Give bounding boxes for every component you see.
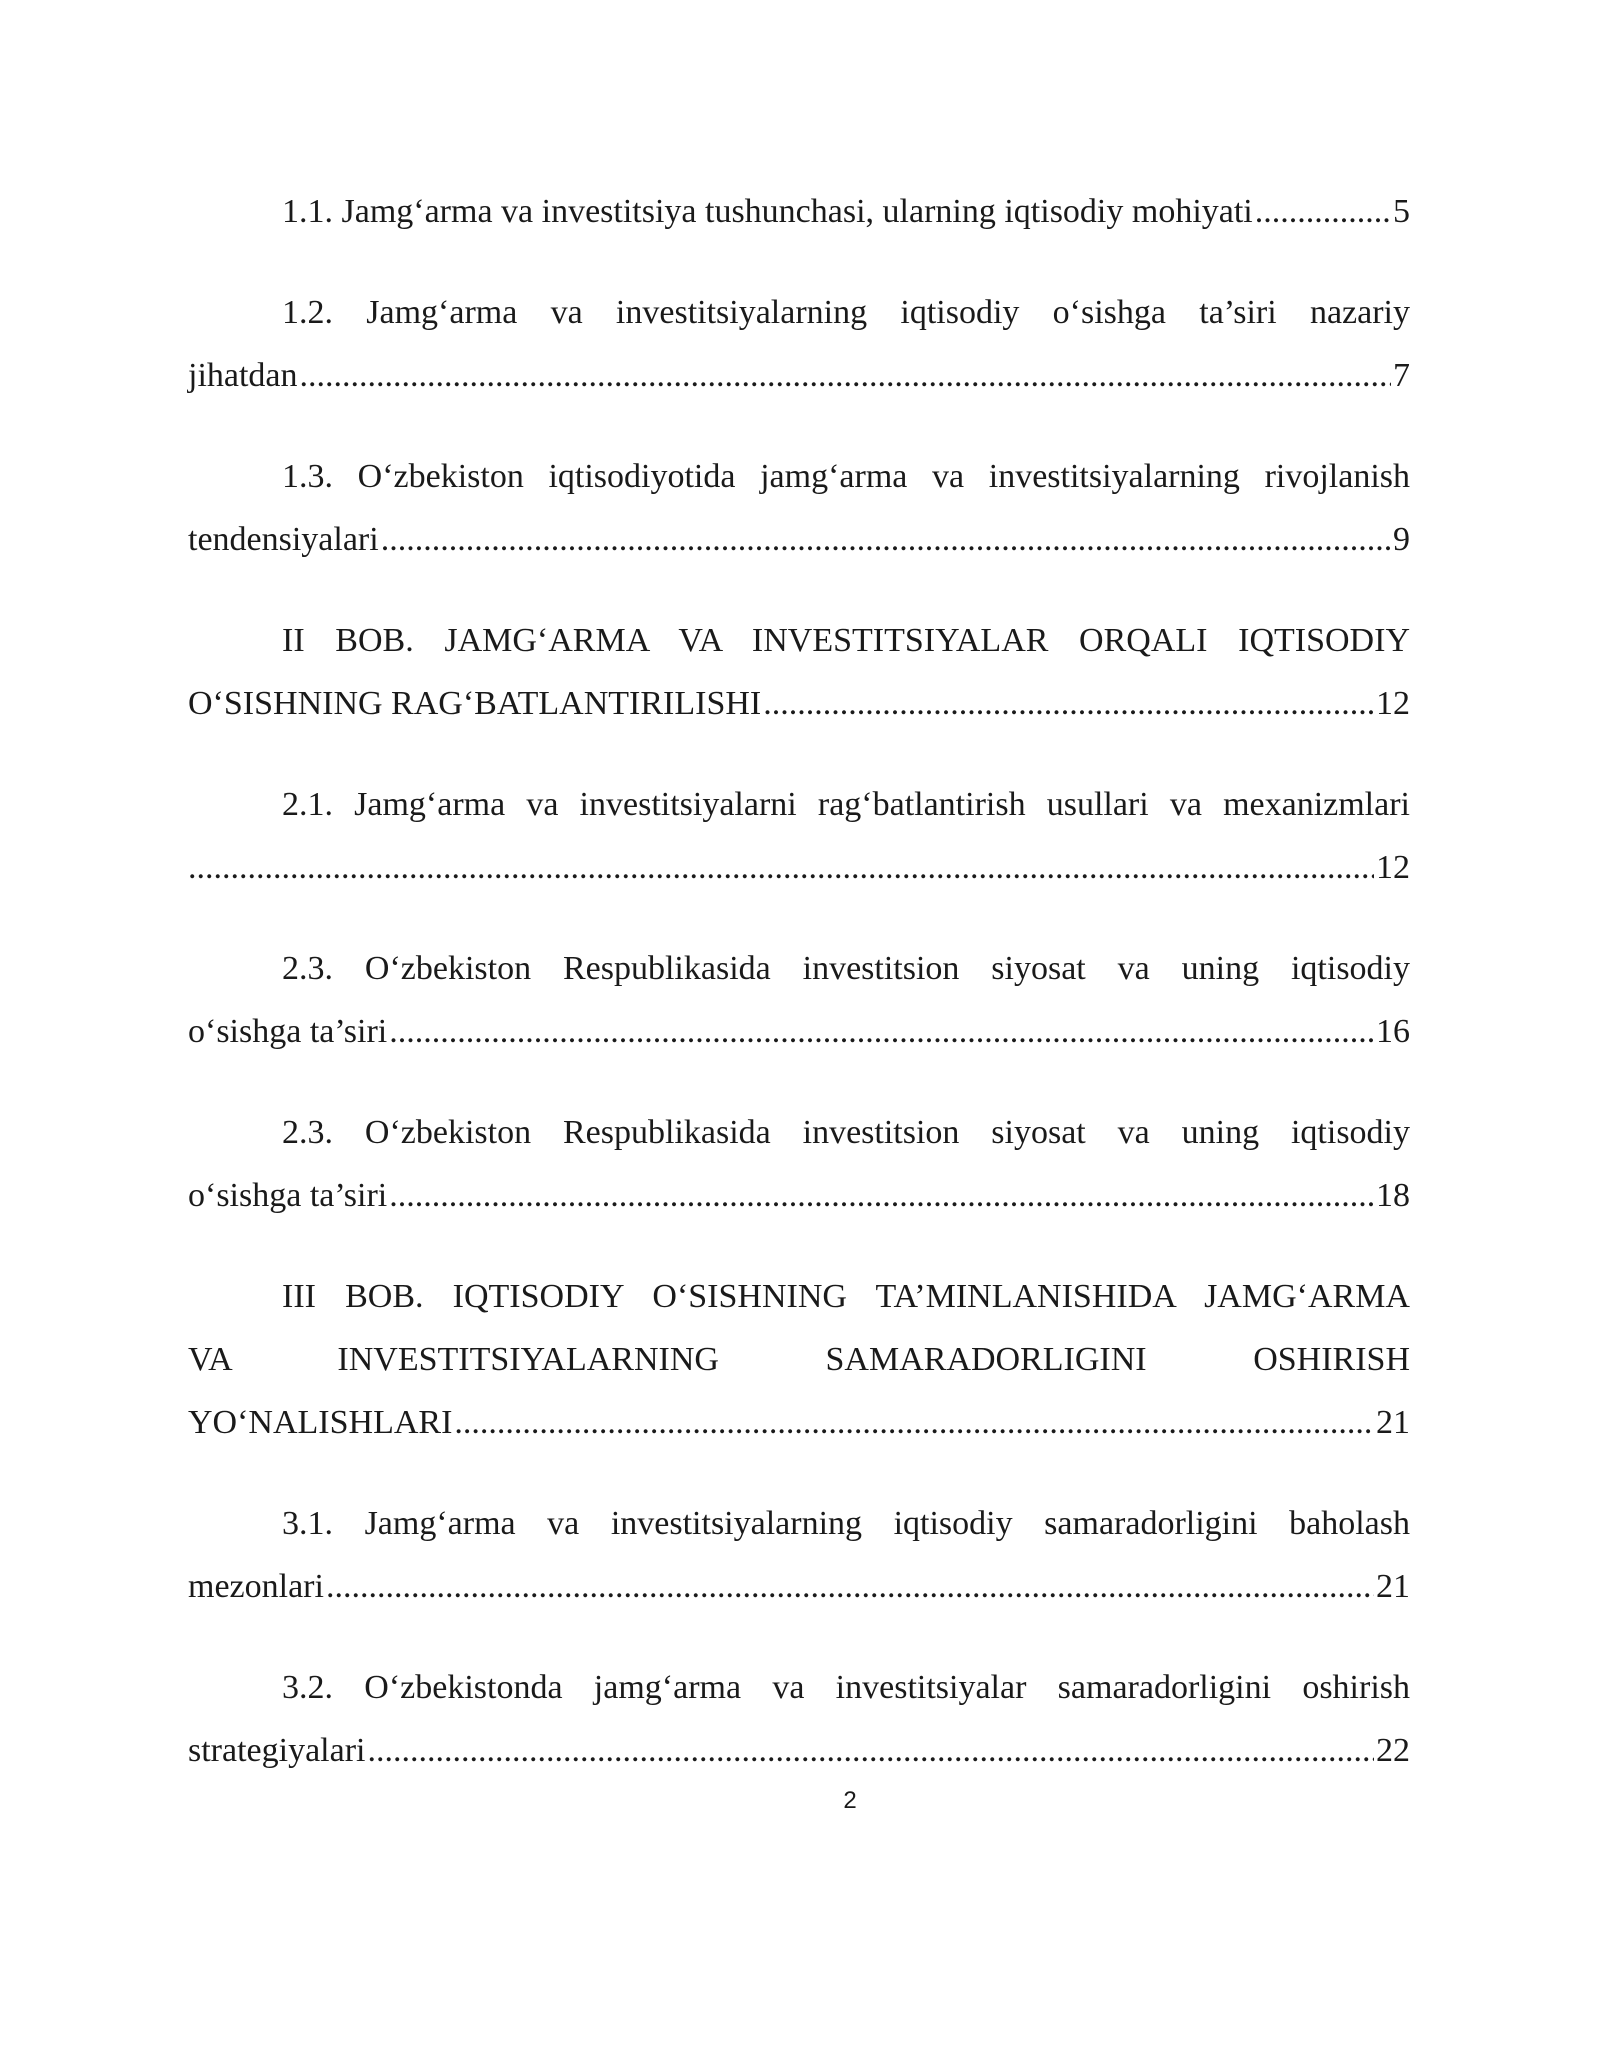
- toc-entry-title-continued: o‘sishga ta’siri: [188, 1177, 388, 1214]
- toc-entry-title-continued: O‘SISHNING RAG‘BATLANTIRILISHI: [188, 685, 762, 722]
- toc-entry-3-2[interactable]: [188, 1656, 1410, 1782]
- toc-entry-title-continued: o‘sishga ta’siri: [188, 1013, 388, 1050]
- page-number: 2: [843, 1787, 857, 1814]
- toc-entry-line: [188, 1164, 1410, 1227]
- dot-leader: [188, 836, 1374, 899]
- toc-entry-2-3-a[interactable]: [188, 937, 1410, 1063]
- toc-entry-page: 21: [1376, 1568, 1410, 1605]
- toc-entry-3-1[interactable]: [188, 1492, 1410, 1618]
- toc-entry-page: 9: [1393, 521, 1410, 558]
- toc-entry-page: 12: [1376, 849, 1410, 886]
- toc-entry-title-continued: tendensiyalari: [188, 521, 379, 558]
- toc-entry-page: 18: [1376, 1177, 1410, 1214]
- toc-entry-title: 1.1. Jamg‘arma va investitsiya tushunchasi, ularning iqtisodiy mohiyati: [282, 193, 1253, 230]
- dot-leader: [1255, 180, 1391, 243]
- toc-entry-page: 7: [1393, 357, 1410, 394]
- toc-entry-title: 3.1. Jamg‘arma va investitsiyalarning iqtisodiy samaradorligini baholash: [282, 1505, 1410, 1542]
- toc-entry-line: [188, 1000, 1410, 1063]
- toc-entry-2-3-b[interactable]: [188, 1101, 1410, 1227]
- toc-entry-line: [188, 1555, 1410, 1618]
- toc-entry-page: 21: [1376, 1404, 1410, 1441]
- toc-entry-chapter-2[interactable]: [188, 609, 1410, 735]
- toc-entry-title-continued: VA INVESTITSIYALARNING SAMARADORLIGINI OSHIRISH: [188, 1341, 1410, 1378]
- toc-entry-title: 1.3. O‘zbekiston iqtisodiyotida jamg‘arma va investitsiyalarning rivojlanish: [282, 458, 1410, 495]
- toc-entry-page: 22: [1376, 1732, 1410, 1769]
- table-of-contents: [188, 180, 1410, 1820]
- toc-entry-page: 16: [1376, 1013, 1410, 1050]
- dot-leader: [300, 344, 1391, 407]
- toc-entry-1-1[interactable]: [188, 180, 1410, 243]
- toc-entry-line: [188, 344, 1410, 407]
- dot-leader: [326, 1555, 1374, 1618]
- toc-entry-title-continued: jihatdan: [188, 357, 298, 394]
- dot-leader: [381, 508, 1391, 571]
- dot-leader: [389, 1164, 1374, 1227]
- toc-entry-line: [188, 508, 1410, 571]
- toc-entry-title-continued: YO‘NALISHLARI: [188, 1404, 453, 1441]
- dot-leader: [367, 1719, 1374, 1782]
- toc-entry-line: [188, 1719, 1410, 1782]
- toc-entry-title: 2.3. O‘zbekiston Respublikasida investitsion siyosat va uning iqtisodiy: [282, 1114, 1410, 1151]
- toc-entry-page: 12: [1376, 685, 1410, 722]
- dot-leader: [454, 1391, 1374, 1454]
- toc-entry-title: 3.2. O‘zbekistonda jamg‘arma va investitsiyalar samaradorligini oshirish: [282, 1669, 1410, 1706]
- toc-entry-chapter-3[interactable]: [188, 1265, 1410, 1454]
- dot-leader: [389, 1000, 1374, 1063]
- toc-entry-1-2[interactable]: [188, 281, 1410, 407]
- dot-leader: [763, 672, 1374, 735]
- toc-entry-title-continued: strategiyalari: [188, 1732, 366, 1769]
- toc-entry-title-continued: mezonlari: [188, 1568, 324, 1605]
- toc-entry-title: III BOB. IQTISODIY O‘SISHNING TA’MINLANISHIDA JAMG‘ARMA: [282, 1278, 1410, 1315]
- toc-entry-line: [188, 180, 1410, 243]
- toc-entry-title: 2.3. O‘zbekiston Respublikasida investitsion siyosat va uning iqtisodiy: [282, 950, 1410, 987]
- toc-entry-1-3[interactable]: [188, 445, 1410, 571]
- toc-entry-line: [188, 836, 1410, 899]
- toc-entry-2-1[interactable]: [188, 773, 1410, 899]
- toc-entry-line: [188, 1391, 1410, 1454]
- toc-entry-title: II BOB. JAMG‘ARMA VA INVESTITSIYALAR ORQALI IQTISODIY: [282, 622, 1410, 659]
- toc-entry-title: 1.2. Jamg‘arma va investitsiyalarning iqtisodiy o‘sishga ta’siri nazariy: [282, 294, 1410, 331]
- toc-entry-title: 2.1. Jamg‘arma va investitsiyalarni rag‘batlantirish usullari va mexanizmlari: [282, 786, 1410, 823]
- toc-entry-page: 5: [1393, 193, 1410, 230]
- toc-entry-line: [188, 672, 1410, 735]
